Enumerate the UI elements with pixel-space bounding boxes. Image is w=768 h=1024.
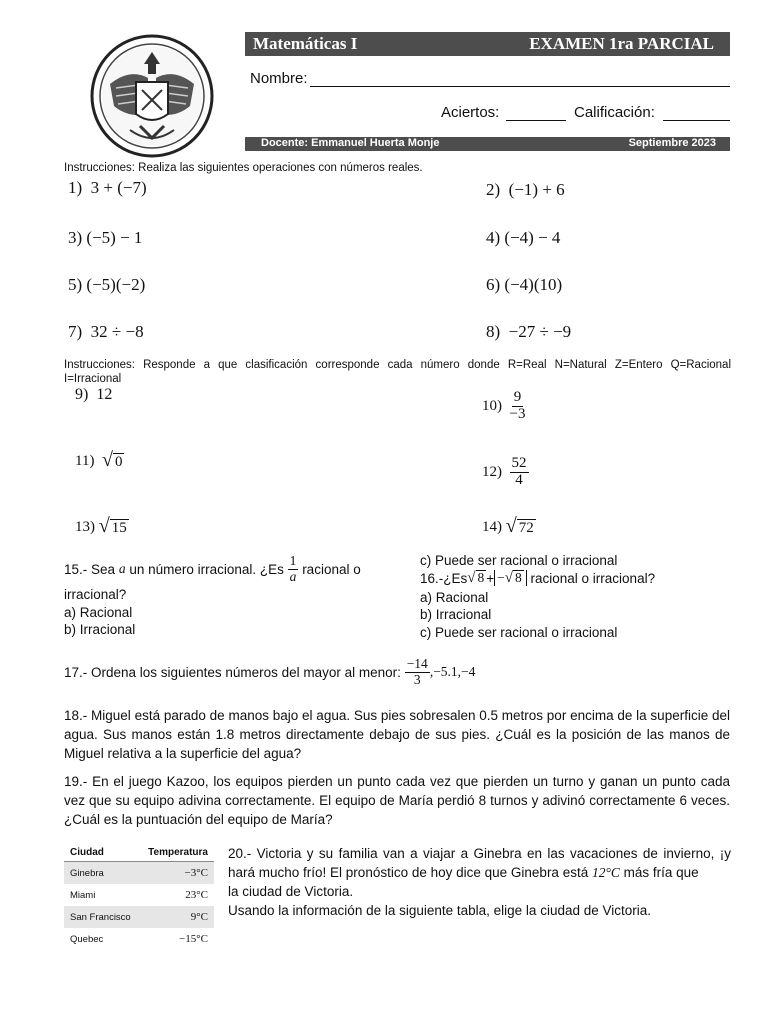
question-20: 20.- Victoria y su familia van a viajar a Ginebra en las vacaciones de invierno, ¡y hará mucho frío! El pronóstico de hoy dice que Ginebra está 12°C más fría que la ciudad de Victoria. Usando la información de la siguiente tabla, elige la ciudad de Victoria. (228, 846, 731, 918)
problem-2: 2) (−1) + 6 (486, 180, 565, 199)
calificacion-label: Calificación: (574, 104, 655, 121)
sqrt-icon: √ 0 (101, 449, 123, 471)
exam-title: EXAMEN 1ra PARCIAL (529, 34, 714, 53)
problem-11: 11) √ 0 (75, 449, 123, 471)
title-bar (245, 32, 730, 56)
table-row: Miami 23°C (70, 889, 208, 901)
sqrt-icon: √ 8 (467, 569, 485, 586)
q16-option-c[interactable]: c) Puede ser racional o irracional (420, 625, 618, 640)
problem-10-numerator: 9 (513, 388, 522, 405)
q15-option-b[interactable]: b) Irracional (64, 622, 136, 637)
problem-8: 8) −27 ÷ −9 (486, 322, 572, 341)
aciertos-field[interactable] (506, 120, 566, 121)
problem-10-denominator: −3 (509, 405, 526, 422)
problem-14: 14) √ 72 (482, 515, 534, 537)
problem-1: 1) 3 + (−7) (68, 178, 147, 197)
exam-date: Septiembre 2023 (628, 137, 716, 149)
sqrt-icon: √ 15 (98, 515, 127, 537)
table-row: San Francisco 9°C (64, 906, 214, 928)
problem-12-denominator: 4 (515, 471, 523, 488)
q16-option-b[interactable]: b) Irracional (420, 607, 492, 622)
q15-option-a[interactable]: a) Racional (64, 605, 133, 620)
sqrt-icon: √ 8 (504, 569, 522, 586)
question-16: 16.-¿Es √ 8 + − √ 8 racional o irracional? (420, 569, 656, 586)
section2-instructions-cont: I=Irracional (64, 373, 122, 385)
problem-12-numerator: 52 (511, 454, 527, 471)
problem-4: 4) (−4) − 4 (486, 228, 561, 247)
problem-7: 7) 32 ÷ −8 (68, 322, 144, 341)
q16-option-a[interactable]: a) Racional (420, 590, 489, 605)
question-17: 17.- Ordena los siguientes números del mayor al menor: $\frac{-14}{3}$ ,−5.1,−4 (64, 656, 476, 687)
calificacion-field[interactable] (663, 120, 730, 121)
school-logo (90, 34, 214, 158)
aciertos-label: Aciertos: (441, 104, 500, 121)
table-row: Ginebra −3°C (64, 862, 214, 885)
course-title: Matemáticas I (253, 34, 358, 53)
question-15: 15.- Sea a un número irracional. ¿Es $\frac{1}{a}$ racional o (64, 553, 361, 584)
problem-10: 10) $\frac{9}{-3}$ (482, 388, 526, 422)
problem-12: 12) $\frac{52}{4}$ (482, 454, 527, 488)
table-header-city: Ciudad (64, 843, 139, 862)
table-row: Quebec −15°C (70, 933, 208, 945)
name-label: Nombre: (250, 70, 308, 87)
problem-6: 6) (−4)(10) (486, 275, 563, 294)
problem-5: 5) (−5)(−2) (68, 275, 146, 294)
section2-instructions: Instrucciones: Responde a que clasificación corresponde cada número donde R=Real N=Natural Z=Entero Q=Racional (64, 359, 731, 371)
q15-option-c[interactable]: c) Puede ser racional o irracional (420, 553, 618, 568)
question-18: 18.- Miguel está parado de manos bajo el agua. Sus pies sobresalen 0.5 metros por encima de la superficie del agua. Sus manos están 1.8 metros directamente debajo de sus pies. ¿Cuál es la posición de las manos de Miguel relativa a la superficie del agua? (64, 708, 730, 761)
teacher-name: Docente: Emmanuel Huerta Monje (261, 137, 440, 149)
absolute-value: − √ 8 (494, 570, 527, 586)
problem-3: 3) (−5) − 1 (68, 228, 143, 247)
teacher-bar (245, 137, 730, 151)
question-19: 19.- En el juego Kazoo, los equipos pierden un punto cada vez que pierden un turno y ganan un punto cada vez que su equipo adivina correctamente. El equipo de María perdió 8 turnos y adivinó correctamente 6 veces. ¿Cuál es la puntuación del equipo de María? (64, 774, 730, 827)
name-field[interactable] (310, 86, 730, 87)
sqrt-icon: √ 72 (505, 515, 534, 537)
temperature-table (64, 843, 214, 950)
table-header-temp: Temperatura (139, 843, 214, 862)
section1-instructions: Instrucciones: Realiza las siguientes operaciones con números reales. (64, 162, 423, 174)
question-15-cont: irracional? (64, 587, 127, 602)
problem-9: 9) 12 (75, 386, 113, 403)
problem-13: 13) √ 15 (75, 515, 127, 537)
